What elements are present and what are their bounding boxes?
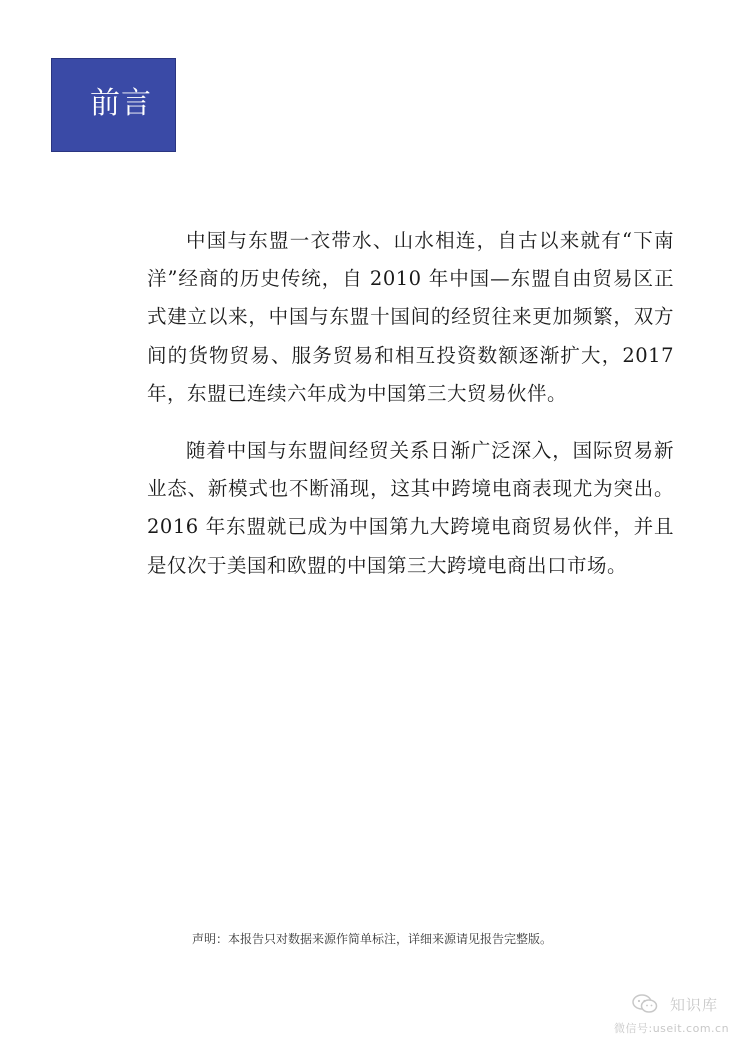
section-title-box [51,58,176,152]
paragraph-1: 中国与东盟一衣带水、山水相连，自古以来就有“下南洋”经商的历史传统，自 2010 年中国—东盟自由贸易区正式建立以来，中国与东盟十国间的经贸往来更加频繁，双方间的货物贸易、服务贸易和相互投资数额逐渐扩大，2017 年，东盟已连续六年成为中国第三大贸易伙伴。 [147,229,674,405]
paragraph-2: 随着中国与东盟间经贸关系日渐广泛深入，国际贸易新业态、新模式也不断涌现，这其中跨境电商表现尤为突出。2016 年东盟就已成为中国第九大跨境电商贸易伙伴，并且是仅次于美国和欧盟的中国第三大跨境电商出口市场。 [147,439,674,577]
watermark [614,990,734,1038]
watermark-brand: 知识库 [670,996,719,1014]
watermark-subtitle: 微信号:useit.com.cn [614,1022,730,1035]
disclaimer-note: 声明：本报告只对数据来源作简单标注，详细来源请见报告完整版。 [191,932,552,946]
wechat-icon [632,994,658,1014]
body-text [147,222,674,604]
page-title: 前言 [90,86,152,121]
